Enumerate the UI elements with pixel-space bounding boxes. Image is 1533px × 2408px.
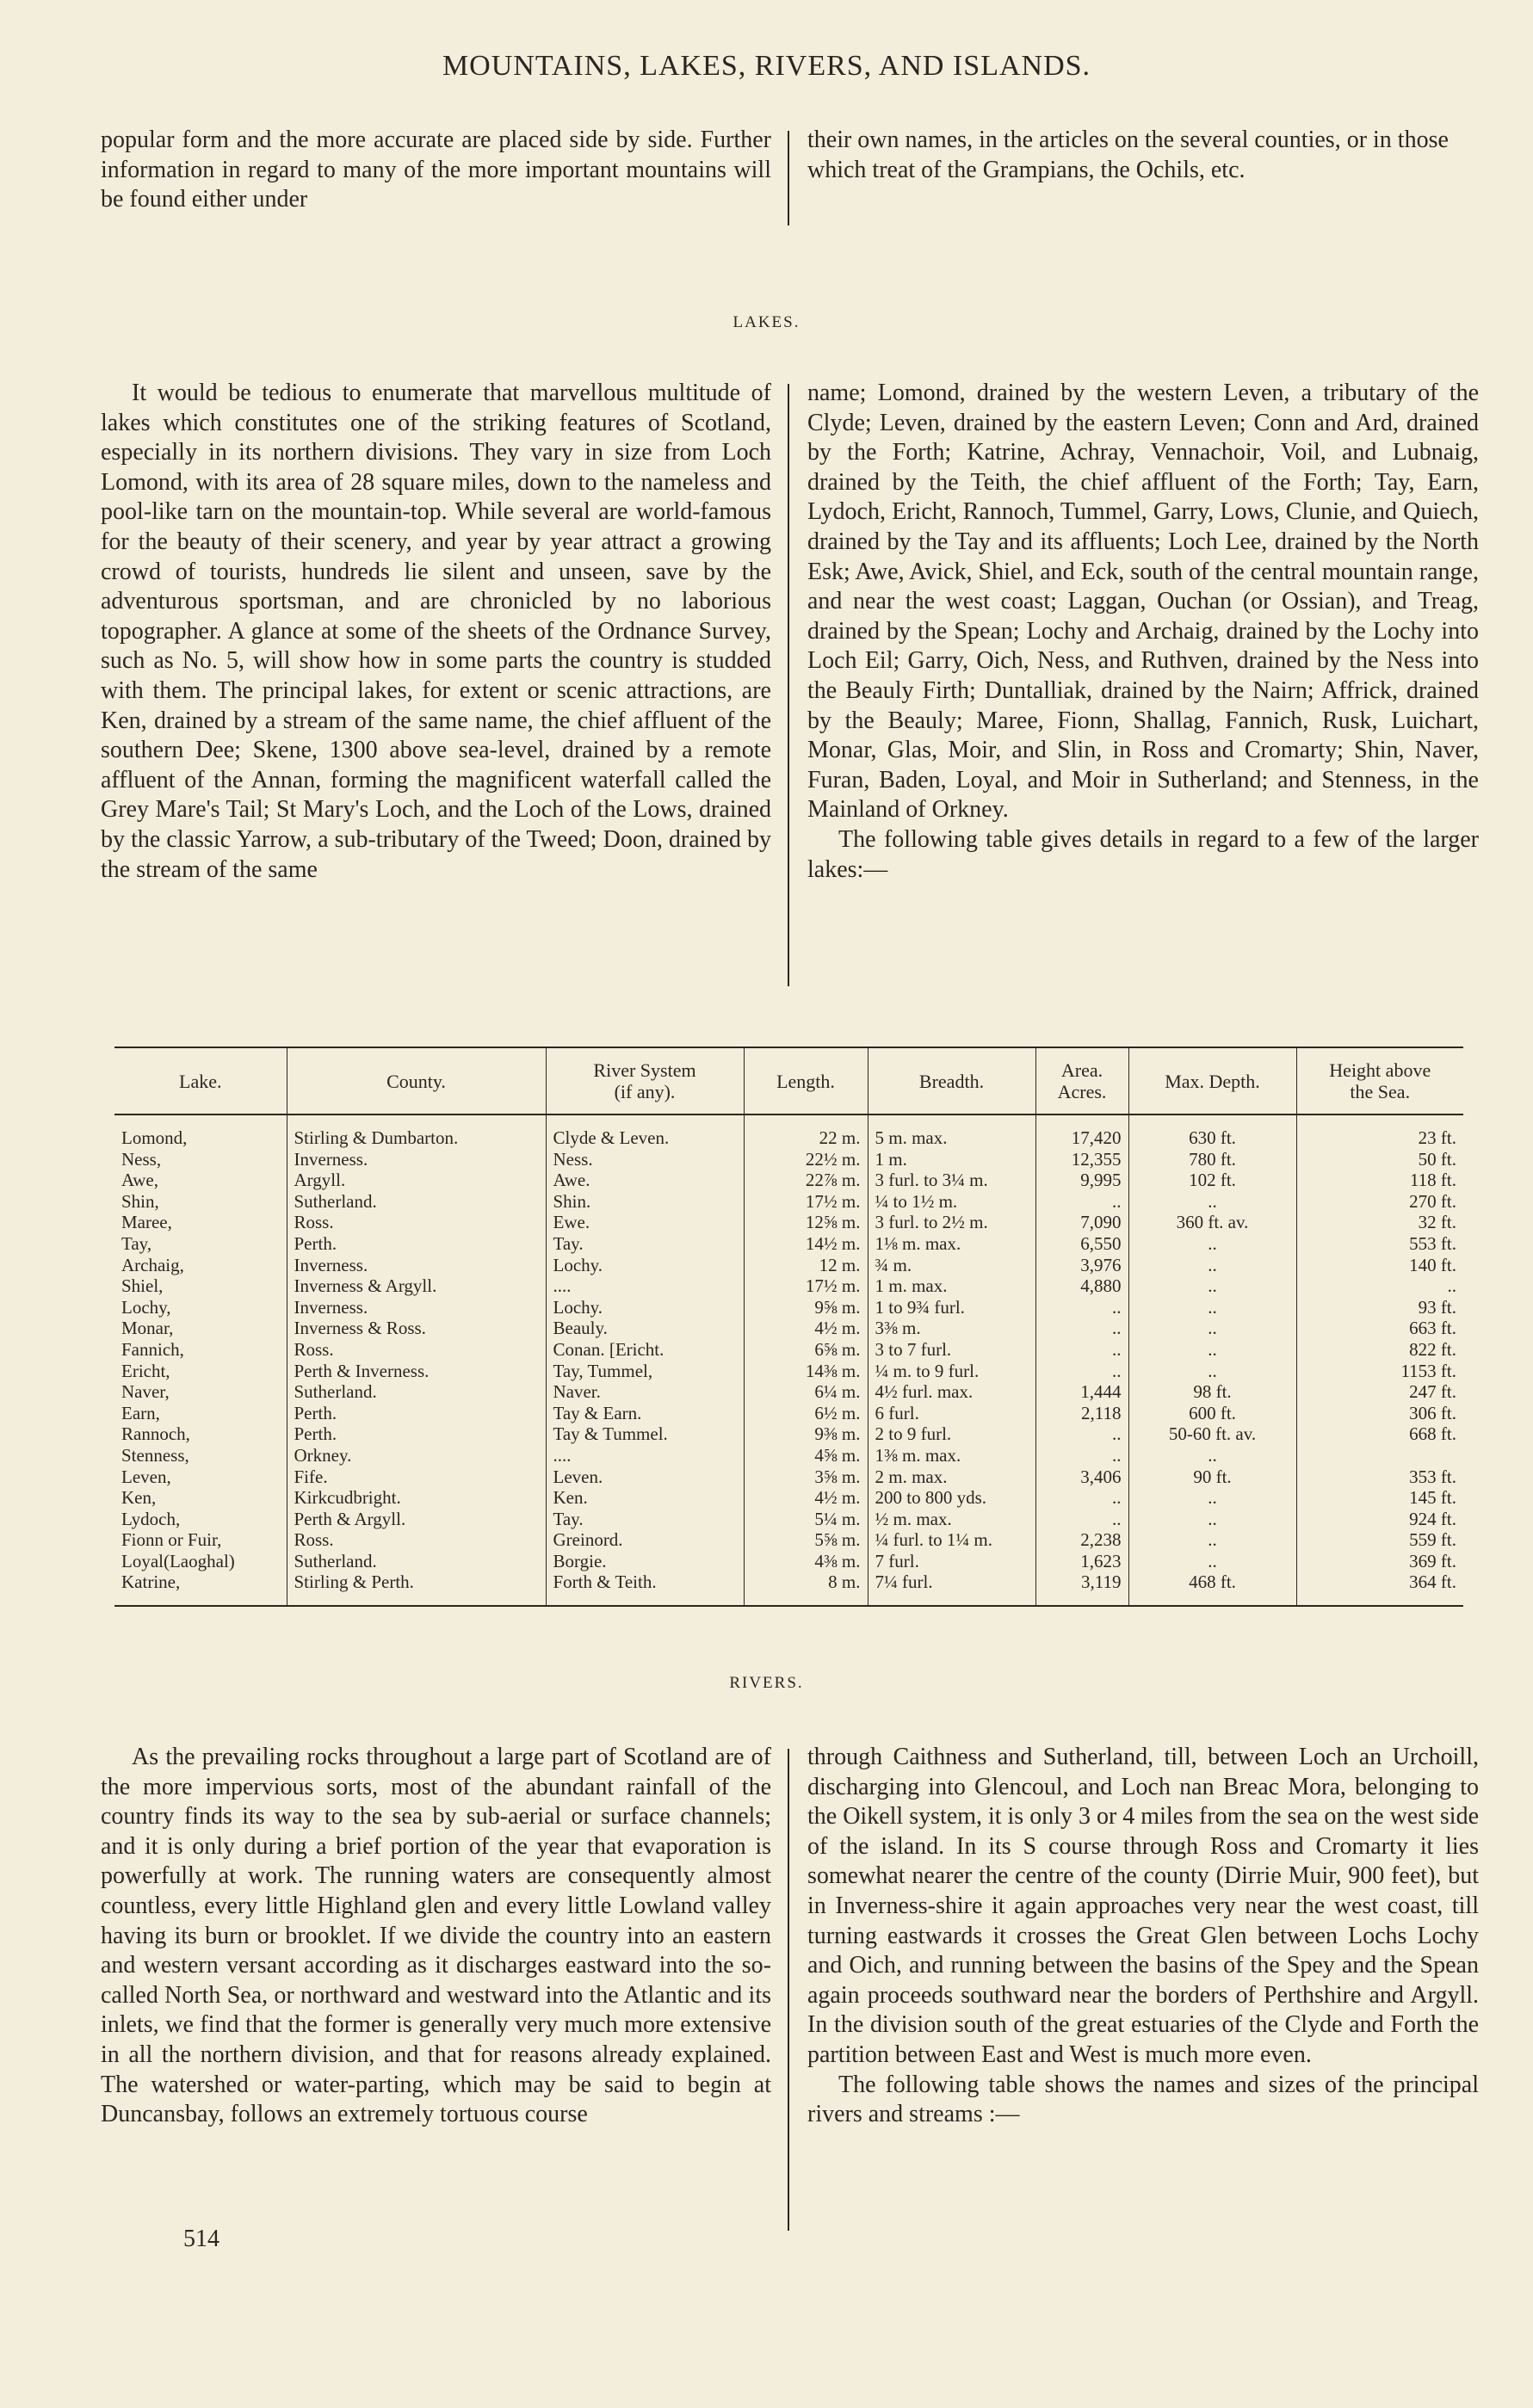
cell-area: 3,406 — [1035, 1466, 1128, 1488]
cell-depth: .. — [1128, 1255, 1296, 1276]
header-river-system: River System (if any). — [546, 1047, 744, 1114]
table-row — [114, 1509, 1463, 1530]
cell-height: 247 ft. — [1409, 1381, 1456, 1403]
cell-area: 6,550 — [1035, 1233, 1128, 1255]
cell-depth: 360 ft. av. — [1128, 1212, 1296, 1233]
cell-depth: 98 ft. — [1128, 1381, 1296, 1403]
cell-river: Leven. — [546, 1466, 744, 1488]
cell-height: 93 ft. — [1418, 1296, 1456, 1318]
cell-county: Inverness & Argyll. — [287, 1275, 546, 1297]
cell-county: Inverness. — [287, 1149, 546, 1170]
cell-lake: Ness, — [114, 1149, 287, 1170]
cell-area: 2,118 — [1035, 1403, 1128, 1424]
intro-right-column — [807, 126, 1479, 185]
cell-breadth: 2 to 9 furl. — [868, 1423, 1035, 1445]
table-row — [114, 1551, 1463, 1572]
cell-breadth: ¼ furl. to 1¼ m. — [868, 1529, 1035, 1551]
cell-lake: Monar, — [114, 1318, 287, 1339]
table-row — [114, 1487, 1463, 1509]
cell-county: Fife. — [287, 1466, 546, 1488]
cell-depth: 102 ft. — [1128, 1170, 1296, 1191]
cell-county: Inverness. — [287, 1255, 546, 1276]
cell-lake: Leven, — [114, 1466, 287, 1488]
cell-county: Orkney. — [287, 1445, 546, 1466]
cell-breadth: 1⅛ m. max. — [868, 1233, 1035, 1255]
cell-length: 5⅝ m. — [744, 1529, 868, 1551]
cell-lake: Tay, — [114, 1233, 287, 1255]
cell-river: Tay. — [546, 1233, 744, 1255]
cell-length: 22 m. — [744, 1114, 868, 1149]
lakes-table — [114, 1047, 1463, 1607]
cell-length: 8 m. — [744, 1571, 868, 1606]
cell-height: 924 ft. — [1409, 1508, 1456, 1529]
cell-lake: Shin, — [114, 1191, 287, 1213]
lakes-left-text: It would be tedious to enumerate that marvellous multitude of lakes which constitutes one of the striking features of Scotland, especially in its northern divisions. They vary in size from Loch Lomond, with its area of 28 square miles, down to the nameless and pool-like tarn on the mountain-top. While several are world-famous for the beauty of their scenery, and year by year attract a growing crowd of tourists, hundreds lie silent and unseen, save by the adventurous sportsman, and are chronicled by no laborious topographer. A glance at some of the sheets of the Ordnance Survey, such as No. 5, will show how in some parts the country is studded with them. The principal lakes, for extent or scenic attractions, are Ken, drained by a stream of the same name, the chief affluent of the southern Dee; Skene, 1300 above sea-level, drained by a remote affluent of the Annan, forming the magnificent waterfall called the Grey Mare's Tail; St Mary's Loch, and the Loch of the Lows, drained by the classic Yarrow, a sub-tributary of the Tweed; Doon, drained by the stream of the same — [101, 380, 771, 883]
cell-area: 7,090 — [1035, 1212, 1128, 1233]
intro-right-text: their own names, in the articles on the several counties, or in those which treat of the Grampians, the Ochils, etc. — [807, 127, 1449, 183]
cell-depth: 630 ft. — [1128, 1114, 1296, 1149]
cell-river: .... — [546, 1445, 744, 1466]
lakes-right-end-text: The following table gives details in regard to a few of the larger lakes:— — [807, 825, 1479, 883]
cell-lake: Lochy, — [114, 1297, 287, 1318]
table-row — [114, 1445, 1463, 1466]
cell-lake: Earn, — [114, 1403, 287, 1424]
lakes-left-column — [101, 379, 771, 885]
cell-depth: .. — [1128, 1339, 1296, 1361]
cell-depth: .. — [1128, 1191, 1296, 1213]
cell-river: Tay & Tummel. — [546, 1423, 744, 1445]
cell-depth: .. — [1128, 1361, 1296, 1382]
cell-height: 118 ft. — [1409, 1170, 1456, 1191]
cell-county: Inverness. — [287, 1297, 546, 1318]
cell-area: 3,119 — [1035, 1571, 1128, 1606]
cell-area: .. — [1035, 1297, 1128, 1318]
table-row — [114, 1297, 1463, 1318]
cell-lake: Awe, — [114, 1170, 287, 1191]
cell-county: Perth. — [287, 1423, 546, 1445]
cell-breadth: 4½ furl. max. — [868, 1381, 1035, 1403]
cell-county: Kirkcudbright. — [287, 1487, 546, 1509]
cell-river: Naver. — [546, 1381, 744, 1403]
cell-depth: 90 ft. — [1128, 1466, 1296, 1488]
cell-breadth: 7¼ furl. — [868, 1571, 1035, 1606]
cell-county: Ross. — [287, 1339, 546, 1361]
cell-depth: .. — [1128, 1487, 1296, 1509]
cell-depth: 780 ft. — [1128, 1149, 1296, 1170]
cell-depth: .. — [1128, 1275, 1296, 1297]
cell-lake: Ericht, — [114, 1361, 287, 1382]
cell-breadth: 1 to 9¾ furl. — [868, 1297, 1035, 1318]
table-row — [114, 1423, 1463, 1445]
cell-area: .. — [1035, 1318, 1128, 1339]
header-height: Height above the Sea. — [1296, 1047, 1463, 1114]
cell-river: Borgie. — [546, 1551, 744, 1572]
cell-length: 5¼ m. — [744, 1509, 868, 1530]
table-row — [114, 1114, 1463, 1149]
cell-length: 4⅜ m. — [744, 1551, 868, 1572]
cell-area: 12,355 — [1035, 1149, 1128, 1170]
table-row — [114, 1255, 1463, 1276]
cell-county: Sutherland. — [287, 1551, 546, 1572]
table-row — [114, 1318, 1463, 1339]
cell-breadth: 6 furl. — [868, 1403, 1035, 1424]
rivers-right-text: through Caithness and Sutherland, till, between Loch an Urchoill, discharging into Glencoul, and Loch nan Breac Mora, belonging to the Oikell system, it is only 3 or 4 miles from the sea on the west side of the island. In its S course through Ross and Cromarty it lies somewhat nearer the centre of the county (Dirrie Muir, 900 feet), but in Inverness-shire it again approaches very near the west coast, till turning eastwards it crosses the Great Glen between Lochs Lochy and Oich, and running between the basins of the Spey and the Spean again proceeds southward near the borders of Perthshire and Argyll. In the division south of the great estuaries of the Clyde and Forth the partition between East and West is much more even. — [807, 1744, 1479, 2068]
intro-left-column — [101, 126, 771, 215]
table-row — [114, 1381, 1463, 1403]
header-area: Area. Acres. — [1035, 1047, 1128, 1114]
cell-height: 364 ft. — [1296, 1571, 1463, 1606]
cell-depth: .. — [1128, 1529, 1296, 1551]
cell-lake: Lomond, — [114, 1114, 287, 1149]
page-number: 514 — [183, 2226, 219, 2252]
cell-breadth: 7 furl. — [868, 1551, 1035, 1572]
rivers-section-title: RIVERS. — [729, 1674, 804, 1692]
rivers-right-end-text: The following table shows the names and sizes of the principal rivers and streams :— — [807, 2071, 1479, 2128]
header-breadth: Breadth. — [868, 1047, 1035, 1114]
cell-depth: 468 ft. — [1128, 1571, 1296, 1606]
cell-area: .. — [1035, 1361, 1128, 1382]
cell-height: 559 ft. — [1409, 1529, 1456, 1551]
cell-county: Perth. — [287, 1233, 546, 1255]
table-row — [114, 1191, 1463, 1213]
cell-river: Awe. — [546, 1170, 744, 1191]
cell-height: 553 ft. — [1409, 1232, 1456, 1254]
cell-height: 353 ft. — [1409, 1466, 1456, 1487]
cell-length: 14⅜ m. — [744, 1361, 868, 1382]
table-row — [114, 1403, 1463, 1424]
cell-length: 4½ m. — [744, 1318, 868, 1339]
cell-county: Argyll. — [287, 1170, 546, 1191]
lakes-right-text: name; Lomond, drained by the western Leven, a tributary of the Clyde; Leven, drained by the eastern Leven; Conn and Ard, drained by the Forth; Katrine, Achray, Vennachoir, Voil, and Lubnaig, drained by the Teith, the chief affluent of the Forth; Tay, Earn, Lydoch, Ericht, Rannoch, Tummel, Garry, Lows, Clunie, and Quiech, drained by the Tay and its affluents; Loch Lee, drained by the North Esk; Awe, Avick, Shiel, and Eck, south of the central mountain range, and near the west coast; Laggan, Ouchan (or Ossian), and Treag, drained by the Spean; Lochy and Archaig, drained by the Lochy into Loch Eil; Garry, Oich, Ness, and Ruthven, drained by the Ness into the Beauly Firth; Duntalliak, drained by the Nairn; Affrick, drained by the Beauly; Maree, Fionn, Shallag, Fannich, Rusk, Luichart, Monar, Glas, Moir, and Slin, in Ross and Cromarty; Shin, Naver, Furan, Baden, Loyal, and Moir in Sutherland; and Stenness, in the Mainland of Orkney. — [807, 380, 1479, 824]
cell-river: .... — [546, 1275, 744, 1297]
cell-area: 9,995 — [1035, 1170, 1128, 1191]
cell-breadth: ¼ to 1½ m. — [868, 1191, 1035, 1213]
table-row — [114, 1361, 1463, 1382]
cell-county: Sutherland. — [287, 1381, 546, 1403]
cell-depth: .. — [1128, 1233, 1296, 1255]
cell-area: 4,880 — [1035, 1275, 1128, 1297]
cell-height: 140 ft. — [1409, 1254, 1456, 1275]
cell-depth: .. — [1128, 1297, 1296, 1318]
lakes-table-body — [114, 1114, 1463, 1606]
cell-lake: Loyal(Laoghal) — [114, 1551, 287, 1572]
table-row — [114, 1571, 1463, 1606]
cell-length: 12 m. — [744, 1255, 868, 1276]
cell-river: Beauly. — [546, 1318, 744, 1339]
cell-county: Inverness & Ross. — [287, 1318, 546, 1339]
cell-lake: Naver, — [114, 1381, 287, 1403]
cell-breadth: 200 to 800 yds. — [868, 1487, 1035, 1509]
cell-height: 32 ft. — [1418, 1212, 1456, 1233]
cell-height: 270 ft. — [1409, 1190, 1456, 1212]
cell-depth: .. — [1128, 1318, 1296, 1339]
cell-depth: 600 ft. — [1128, 1403, 1296, 1424]
cell-county: Sutherland. — [287, 1191, 546, 1213]
running-head: MOUNTAINS, LAKES, RIVERS, AND ISLANDS. — [442, 50, 1091, 82]
cell-county: Ross. — [287, 1529, 546, 1551]
cell-length: 22⅞ m. — [744, 1170, 868, 1191]
cell-lake: Ken, — [114, 1487, 287, 1509]
cell-length: 17½ m. — [744, 1275, 868, 1297]
rivers-right-column — [807, 1743, 1479, 2130]
cell-river: Lochy. — [546, 1297, 744, 1318]
cell-river: Greinord. — [546, 1529, 744, 1551]
cell-river: Ness. — [546, 1149, 744, 1170]
cell-county: Perth & Argyll. — [287, 1509, 546, 1530]
cell-breadth: 1⅜ m. max. — [868, 1445, 1035, 1466]
header-lake: Lake. — [114, 1047, 287, 1114]
cell-area: 1,623 — [1035, 1551, 1128, 1572]
cell-breadth: ¾ m. — [868, 1255, 1035, 1276]
cell-lake: Maree, — [114, 1212, 287, 1233]
cell-river: Tay, Tummel, — [546, 1361, 744, 1382]
cell-breadth: 3 furl. to 3¼ m. — [868, 1170, 1035, 1191]
cell-area: 3,976 — [1035, 1255, 1128, 1276]
cell-height: 50 ft. — [1418, 1148, 1456, 1170]
cell-length: 6⅝ m. — [744, 1339, 868, 1361]
cell-river: Ken. — [546, 1487, 744, 1509]
cell-county: Stirling & Perth. — [287, 1571, 546, 1606]
cell-river: Forth & Teith. — [546, 1571, 744, 1606]
cell-breadth: 3⅜ m. — [868, 1318, 1035, 1339]
table-row — [114, 1275, 1463, 1297]
table-row — [114, 1149, 1463, 1170]
cell-height: 145 ft. — [1409, 1487, 1456, 1509]
cell-length: 9⅝ m. — [744, 1297, 868, 1318]
cell-height — [1296, 1445, 1463, 1466]
cell-height: 668 ft. — [1409, 1423, 1456, 1445]
cell-lake: Katrine, — [114, 1571, 287, 1606]
cell-length: 17½ m. — [744, 1191, 868, 1213]
cell-lake: Fannich, — [114, 1339, 287, 1361]
cell-area: .. — [1035, 1509, 1128, 1530]
table-row — [114, 1339, 1463, 1361]
cell-height: 306 ft. — [1409, 1402, 1456, 1423]
cell-area: 1,444 — [1035, 1381, 1128, 1403]
cell-river: Clyde & Leven. — [546, 1114, 744, 1149]
cell-breadth: 2 m. max. — [868, 1466, 1035, 1488]
cell-height: 369 ft. — [1409, 1550, 1456, 1571]
column-rule — [788, 384, 789, 986]
cell-river: Tay & Earn. — [546, 1403, 744, 1424]
cell-depth: .. — [1128, 1509, 1296, 1530]
cell-height: 1153 ft. — [1400, 1360, 1456, 1381]
cell-length: 9⅜ m. — [744, 1423, 868, 1445]
cell-length: 3⅝ m. — [744, 1466, 868, 1488]
cell-river: Shin. — [546, 1191, 744, 1213]
cell-county: Perth & Inverness. — [287, 1361, 546, 1382]
cell-breadth: ¼ m. to 9 furl. — [868, 1361, 1035, 1382]
cell-area: .. — [1035, 1487, 1128, 1509]
intro-left-text: popular form and the more accurate are placed side by side. Further information in regard to many of the more important mountains will be found either under — [101, 127, 771, 213]
cell-county: Perth. — [287, 1403, 546, 1424]
cell-lake: Archaig, — [114, 1255, 287, 1276]
lakes-table-header-row — [114, 1047, 1463, 1114]
header-length: Length. — [744, 1047, 868, 1114]
cell-depth: .. — [1128, 1551, 1296, 1572]
lakes-right-column — [807, 379, 1479, 885]
rivers-left-column — [101, 1743, 771, 2130]
cell-length: 6½ m. — [744, 1403, 868, 1424]
table-row — [114, 1170, 1463, 1191]
cell-area: .. — [1035, 1339, 1128, 1361]
cell-area: .. — [1035, 1423, 1128, 1445]
column-rule — [788, 1749, 789, 2231]
table-row — [114, 1212, 1463, 1233]
cell-river: Lochy. — [546, 1255, 744, 1276]
table-row — [114, 1529, 1463, 1551]
header-max-depth: Max. Depth. — [1128, 1047, 1296, 1114]
cell-length: 14½ m. — [744, 1233, 868, 1255]
cell-area: 2,238 — [1035, 1529, 1128, 1551]
cell-height: 663 ft. — [1409, 1318, 1456, 1339]
cell-area: 17,420 — [1035, 1114, 1128, 1149]
cell-length: 22½ m. — [744, 1149, 868, 1170]
cell-lake: Stenness, — [114, 1445, 287, 1466]
cell-length: 6¼ m. — [744, 1381, 868, 1403]
cell-lake: Shiel, — [114, 1275, 287, 1297]
cell-county: Stirling & Dumbarton. — [287, 1114, 546, 1149]
cell-breadth: 1 m. max. — [868, 1275, 1035, 1297]
cell-breadth: 3 to 7 furl. — [868, 1339, 1035, 1361]
cell-height: .. — [1447, 1275, 1456, 1297]
table-row — [114, 1233, 1463, 1255]
rivers-left-text: As the prevailing rocks throughout a large part of Scotland are of the more impervious sorts, most of the abundant rainfall of the country finds its way to the sea by sub-aerial or surface channels; and it is only during a brief portion of the year that evaporation is powerfully at work. The running waters are consequently almost countless, every little Highland glen and every little Lowland valley having its burn or brooklet. If we divide the country into an eastern and western versant according as it discharges eastward into the so-called North Sea, or northward and westward into the Atlantic and its inlets, we find that the former is generally very much more extensive in all the northern division, and that for reasons already explained. The watershed or water-parting, which may be said to begin at Duncansbay, follows an extremely tortuous course — [101, 1744, 771, 2128]
cell-lake: Lydoch, — [114, 1509, 287, 1530]
cell-length: 4½ m. — [744, 1487, 868, 1509]
cell-breadth: 1 m. — [868, 1149, 1035, 1170]
cell-height: 23 ft. — [1418, 1127, 1456, 1148]
table-row — [114, 1466, 1463, 1488]
cell-area: .. — [1035, 1191, 1128, 1213]
cell-breadth: ½ m. max. — [868, 1509, 1035, 1530]
column-rule — [788, 131, 789, 225]
lakes-section-title: LAKES. — [733, 313, 800, 331]
header-county: County. — [287, 1047, 546, 1114]
cell-length: 12⅝ m. — [744, 1212, 868, 1233]
cell-lake: Fionn or Fuir, — [114, 1529, 287, 1551]
cell-county: Ross. — [287, 1212, 546, 1233]
cell-river: Tay. — [546, 1509, 744, 1530]
cell-depth: .. — [1128, 1445, 1296, 1466]
cell-river: Conan. [Ericht. — [546, 1339, 744, 1361]
cell-lake: Rannoch, — [114, 1423, 287, 1445]
cell-depth: 50-60 ft. av. — [1128, 1423, 1296, 1445]
cell-breadth: 5 m. max. — [868, 1114, 1035, 1149]
cell-breadth: 3 furl. to 2½ m. — [868, 1212, 1035, 1233]
cell-height: 822 ft. — [1409, 1338, 1456, 1360]
cell-area: .. — [1035, 1445, 1128, 1466]
cell-length: 4⅝ m. — [744, 1445, 868, 1466]
cell-river: Ewe. — [546, 1212, 744, 1233]
